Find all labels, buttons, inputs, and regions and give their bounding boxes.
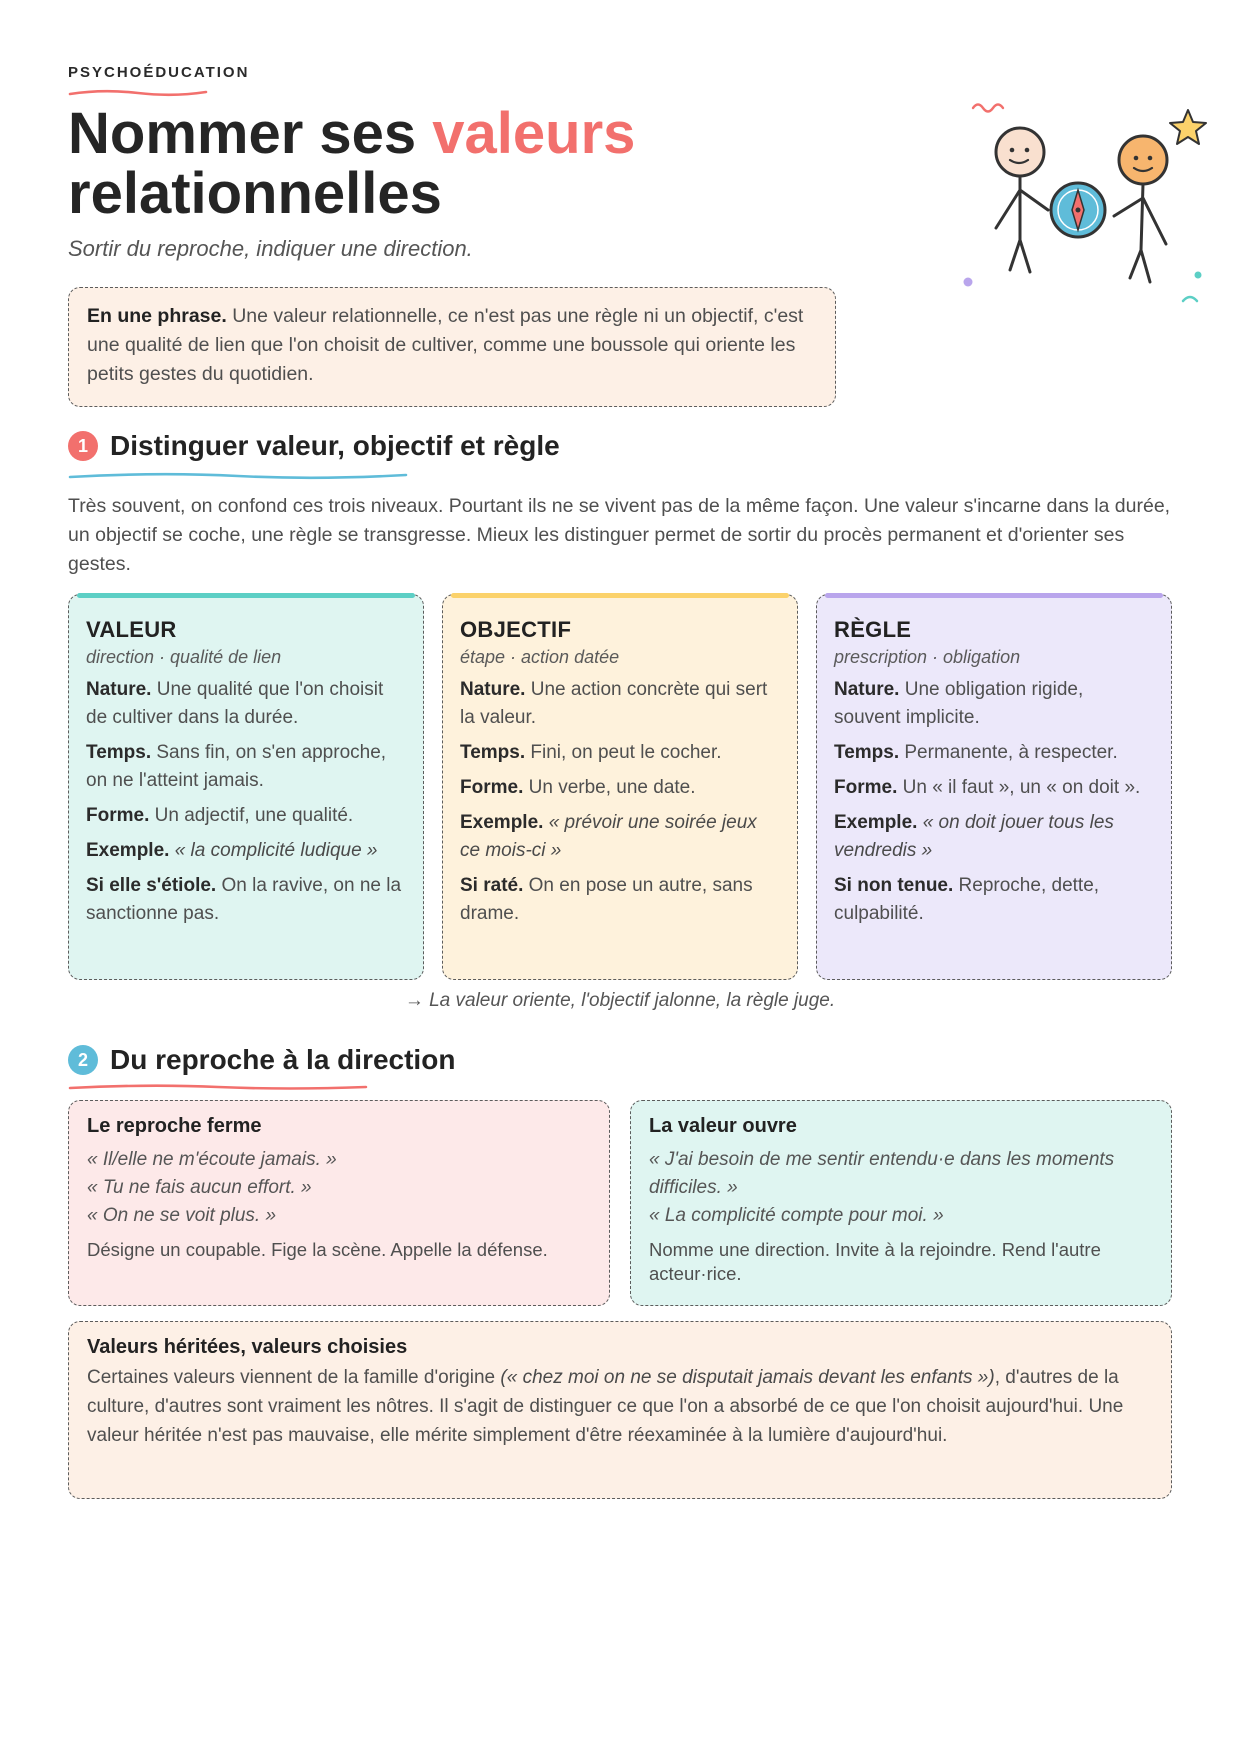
summary-body: Une valeur relationnelle, ce n'est pas une règle ni un objectif, c'est une qualité de lien que l'on choisit de cultiver, comme une boussole qui oriente les petits gestes du quotidien. (87, 305, 804, 385)
card-label: Nature. (86, 679, 152, 700)
card-label: Exemple. (460, 812, 544, 833)
section1-intro: Très souvent, on confond ces trois niveaux. Pourtant ils ne se vivent pas de la même façon. Une valeur s'incarne dans la durée, un objectif se coche, une règle se transgresse. Mieux les distinguer permet de sortir du procès permanent et d'orienter ses gestes. (68, 495, 1171, 575)
card-label: Temps. (834, 742, 900, 763)
card-title: RÈGLE (834, 617, 912, 642)
reproach-quote: « Tu ne fais aucun effort. » (87, 1177, 312, 1198)
section1-title: Distinguer valeur, objectif et règle (110, 430, 560, 461)
card-exemple (834, 809, 1154, 865)
card-value: Sans fin, on s'en approche, on ne l'atteint jamais. (86, 742, 387, 791)
card-label: Temps. (86, 742, 152, 763)
arc-teal (1183, 297, 1197, 301)
inherited-quote: (« chez moi on ne se disputait jamais devant les enfants ») (500, 1367, 995, 1388)
summary-text (87, 302, 817, 389)
value-desc: Nomme une direction. Invite à la rejoindre. Rend l'autre acteur·rice. (649, 1239, 1101, 1284)
card-value: « prévoir une soirée jeux ce mois-ci » (460, 812, 757, 861)
eyebrow-underline (68, 88, 208, 98)
card-value: Permanente, à respecter. (899, 742, 1118, 763)
card-objectif-stripe (451, 593, 789, 598)
card-temps (834, 739, 1154, 767)
section1-underline (68, 470, 408, 482)
card-value: « la complicité ludique » (169, 840, 378, 861)
card-value: Une action concrète qui sert la valeur. (460, 679, 768, 728)
section2-heading (68, 1044, 455, 1076)
card-valeur-stripe (77, 593, 415, 598)
eyebrow: PSYCHOÉDUCATION (68, 64, 250, 81)
card-label: Temps. (460, 742, 526, 763)
comparison-caption: → La valeur oriente, l'objectif jalonne, la règle juge. (404, 990, 836, 1011)
card-value: On en pose un autre, sans drame. (460, 875, 753, 924)
stick-figure-right (1114, 136, 1167, 282)
value-title: La valeur ouvre (649, 1115, 797, 1137)
card-label: Forme. (460, 777, 524, 798)
dot-purple (964, 278, 973, 287)
inherited-text-part: Certaines valeurs viennent de la famille d'origine (87, 1367, 501, 1388)
title-part1: Nommer ses (68, 101, 433, 166)
card-last (86, 872, 406, 928)
card-regle-stripe (825, 593, 1163, 598)
reproach-title: Le reproche ferme (87, 1115, 262, 1137)
inherited-values-box (68, 1321, 1172, 1499)
card-nature (834, 676, 1154, 732)
card-label: Nature. (834, 679, 900, 700)
card-forme (86, 802, 406, 830)
card-subtitle: étape · action datée (460, 647, 620, 667)
card-value: Une obligation rigide, souvent implicite. (834, 679, 1084, 728)
section2-number: 2 (68, 1045, 98, 1075)
summary-box (68, 287, 836, 407)
card-value: Un « il faut », un « on doit ». (897, 777, 1141, 798)
inherited-text-part: , d'autres de la culture, d'autres sont vraiment les nôtres. Il s'agit de distinguer ce que l'on a absorbé de ce que l'on choisit aujourd'hui. Une valeur héritée n'est pas mauvaise, elle mérite simplement d'être réexaminée à la lumière d'aujourd'hui. (87, 1367, 1124, 1446)
card-regle (816, 594, 1172, 980)
card-exemple (460, 809, 780, 865)
card-objectif (442, 594, 798, 980)
card-subtitle: direction · qualité de lien (86, 647, 282, 667)
dot-teal (1195, 272, 1202, 279)
card-title: VALEUR (86, 617, 177, 642)
card-label: Si raté. (460, 875, 524, 896)
hero-illustration (898, 92, 1218, 352)
card-value: Reproche, dette, culpabilité. (834, 875, 1100, 924)
card-label: Si elle s'étiole. (86, 875, 217, 896)
title-accent: valeurs (432, 101, 636, 166)
reproach-box (68, 1100, 610, 1306)
card-value: « on doit jouer tous les vendredis » (834, 812, 1114, 861)
value-quote: « J'ai besoin de me sentir entendu·e dans les moments difficiles. » (649, 1149, 1115, 1198)
card-value: Une qualité que l'on choisit de cultiver dans la durée. (86, 679, 384, 728)
card-nature (86, 676, 406, 732)
stick-figure-left (996, 128, 1048, 272)
value-quote: « La complicité compte pour moi. » (649, 1205, 944, 1226)
card-label: Exemple. (86, 840, 170, 861)
card-exemple (86, 837, 406, 865)
card-label: Si non tenue. (834, 875, 954, 896)
card-value: Un adjectif, une qualité. (149, 805, 354, 826)
reproach-desc: Désigne un coupable. Fige la scène. Appelle la défense. (87, 1239, 548, 1260)
card-subtitle: prescription · obligation (834, 647, 1021, 667)
section2-title: Du reproche à la direction (110, 1044, 456, 1075)
card-label: Nature. (460, 679, 526, 700)
inherited-text (87, 1363, 1153, 1450)
card-nature (460, 676, 780, 732)
reproach-quote: « Il/elle ne m'écoute jamais. » (87, 1149, 337, 1170)
reproach-quote: « On ne se voit plus. » (87, 1205, 277, 1226)
card-last (834, 872, 1154, 928)
section1-number: 1 (68, 431, 98, 461)
card-forme (460, 774, 780, 802)
section2-underline (68, 1082, 368, 1094)
card-label: Forme. (86, 805, 150, 826)
subtitle: Sortir du reproche, indiquer une direction. (68, 236, 473, 261)
squiggle-icon (973, 105, 1003, 112)
card-value: Fini, on peut le cocher. (525, 742, 722, 763)
card-label: Forme. (834, 777, 898, 798)
card-temps (460, 739, 780, 767)
value-box (630, 1100, 1172, 1306)
summary-lead: En une phrase. (87, 305, 227, 327)
card-forme (834, 774, 1154, 802)
compass-icon (1051, 183, 1105, 237)
card-last (460, 872, 780, 928)
star-icon (1170, 110, 1206, 144)
page-title (68, 101, 636, 226)
section1-heading (68, 430, 560, 462)
card-value: On la ravive, on ne la sanctionne pas. (86, 875, 402, 924)
card-value: Un verbe, une date. (523, 777, 696, 798)
card-temps (86, 739, 406, 795)
title-part2: relationnelles (68, 161, 442, 226)
inherited-title: Valeurs héritées, valeurs choisies (87, 1336, 408, 1358)
card-valeur (68, 594, 424, 980)
card-label: Exemple. (834, 812, 918, 833)
card-title: OBJECTIF (460, 617, 572, 642)
